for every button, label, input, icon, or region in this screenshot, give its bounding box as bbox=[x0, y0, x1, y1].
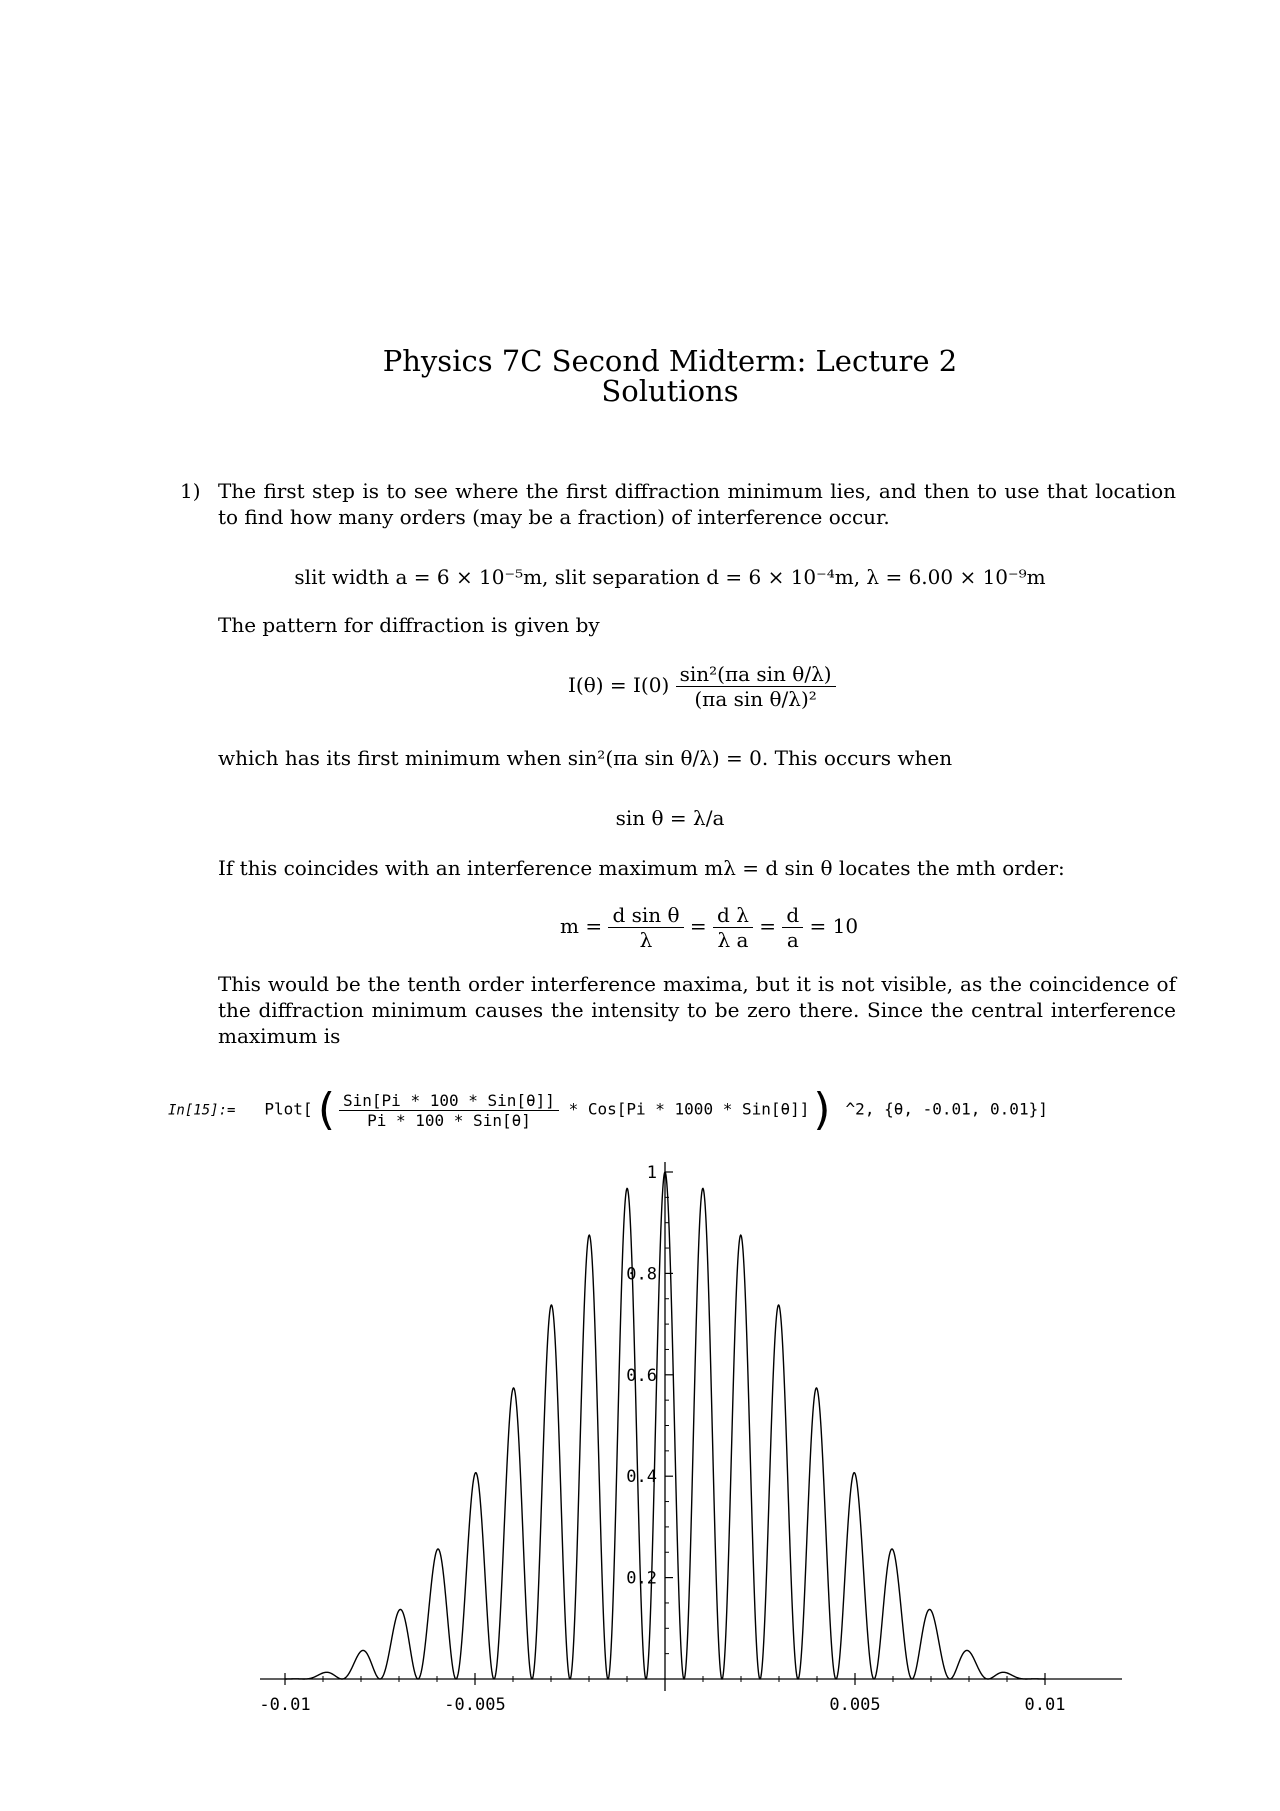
y-tick-label: 0.8 bbox=[626, 1264, 657, 1285]
problem-number: 1) bbox=[180, 479, 201, 503]
mathematica-numerator: Sin[Pi * 100 * Sin[θ]] bbox=[339, 1091, 559, 1111]
m-fraction-1-den: λ bbox=[639, 928, 653, 952]
m-result: = 10 bbox=[809, 914, 859, 938]
mathematica-prompt: In[15]:= bbox=[168, 1102, 236, 1119]
pattern-text: The pattern for diffraction is given by bbox=[218, 613, 600, 637]
m-fraction-3-num: d bbox=[782, 903, 803, 928]
mathematica-mid: * Cos[Pi * 1000 * Sin[θ]] bbox=[568, 1099, 810, 1119]
m-equals-1: = bbox=[689, 914, 707, 938]
mathematica-denominator: Pi * 100 * Sin[θ] bbox=[367, 1110, 531, 1130]
x-tick-label: -0.01 bbox=[259, 1695, 311, 1715]
page-title: Physics 7C Second Midterm: Lecture 2 bbox=[382, 344, 958, 378]
y-tick-label: 1 bbox=[646, 1163, 657, 1183]
minimum-text: which has its first minimum when sin²(πa sin θ/λ) = 0. This occurs when bbox=[218, 746, 953, 770]
coincide-text: If this coincides with an interference maximum mλ = d sin θ locates the mth order: bbox=[218, 856, 1065, 880]
sin-equation: sin θ = λ/a bbox=[615, 806, 725, 830]
page-subtitle: Solutions bbox=[601, 374, 739, 408]
plot-ticks bbox=[259, 1163, 1065, 1715]
m-equals-2: = bbox=[759, 914, 777, 938]
intensity-numerator: sin²(πa sin θ/λ) bbox=[676, 662, 836, 687]
m-lhs: m = bbox=[560, 914, 603, 938]
x-tick-label: -0.005 bbox=[444, 1695, 506, 1715]
given-equation: slit width a = 6 × 10⁻⁵m, slit separation d = 6 × 10⁻⁴m, λ = 6.00 × 10⁻⁹m bbox=[294, 565, 1046, 589]
y-tick-label: 0.2 bbox=[626, 1568, 657, 1589]
y-tick-label: 0.4 bbox=[626, 1467, 657, 1488]
problem-intro: The first step is to see where the first diffraction minimum lies, and then to use that location to find how many orders (may be a fraction) of interference occur. bbox=[218, 479, 1176, 529]
conclusion-text: This would be the tenth order interference maxima, but it is not visible, as the coincidence of the diffraction minimum causes the intensity to be zero there. Since the central interference maximum is bbox=[218, 972, 1176, 1048]
intensity-lhs: I(θ) = I(0) bbox=[568, 673, 670, 697]
y-tick-label: 0.6 bbox=[626, 1365, 657, 1386]
m-fraction-3-den: a bbox=[786, 928, 799, 952]
m-fraction-2-num: d λ bbox=[713, 903, 753, 928]
x-tick-label: 0.005 bbox=[829, 1695, 881, 1715]
intensity-denominator: (πa sin θ/λ)² bbox=[694, 687, 817, 711]
open-paren-icon: ( bbox=[312, 1084, 340, 1135]
close-paren-icon: ) bbox=[809, 1084, 836, 1135]
m-fraction-2-den: λ a bbox=[717, 928, 749, 952]
m-fraction-1-num: d sin θ bbox=[608, 903, 683, 928]
mathematica-tail: ^2, {θ, -0.01, 0.01}] bbox=[845, 1099, 1048, 1119]
mathematica-plot: Plot[ bbox=[264, 1099, 313, 1119]
plot-axes bbox=[260, 1162, 1122, 1691]
x-tick-label: 0.01 bbox=[1024, 1695, 1066, 1715]
